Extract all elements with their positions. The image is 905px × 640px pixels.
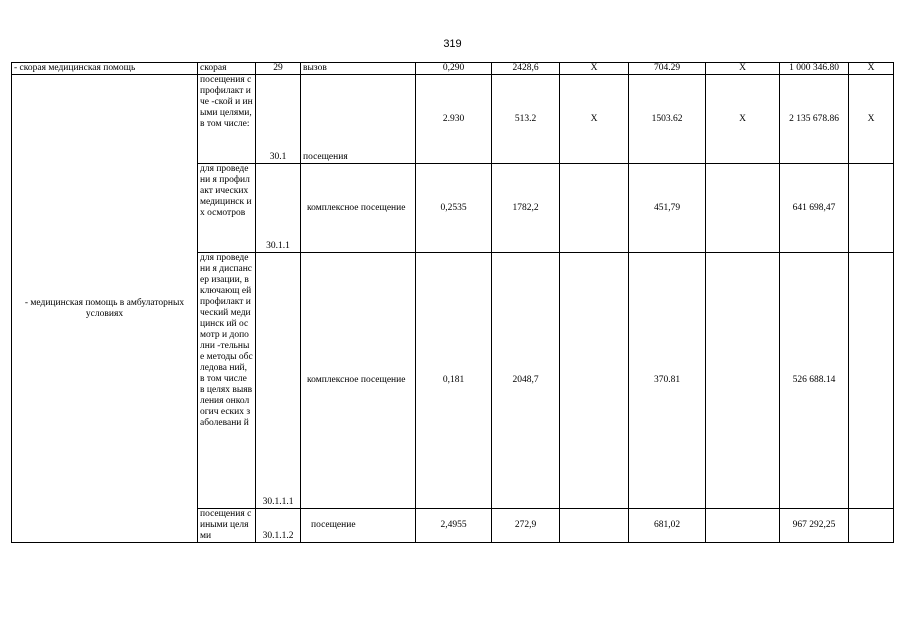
row-code-cell: 30.1.1.2 bbox=[256, 509, 301, 543]
table-row bbox=[12, 75, 894, 164]
subtype-cell: посещения с профилакт иче -ской и иными целями, в том числе: bbox=[198, 75, 256, 164]
row-code-cell: 30.1.1 bbox=[256, 164, 301, 253]
unit-cell: комплексное посещение bbox=[301, 164, 416, 253]
subtype-cell: посещения с иными целями bbox=[198, 509, 256, 543]
empty-cell bbox=[849, 253, 894, 509]
empty-cell bbox=[706, 164, 780, 253]
row-code-cell: 29 bbox=[256, 63, 301, 75]
page-number: 319 bbox=[443, 38, 462, 50]
total-cell: 526 688.14 bbox=[780, 253, 849, 509]
x-cell: Х bbox=[706, 75, 780, 164]
care-type-cell: - медицинская помощь в амбулаторных условиях bbox=[12, 75, 198, 543]
subtype-cell: для проведени я диспансер изации, включающ ей профилакт ический медицинск ий осмотр и дополни -тельные методы обследова ний, в том числе в целях выявления онкологич еских заболевани й bbox=[198, 253, 256, 509]
unit-cell: вызов bbox=[301, 63, 416, 75]
cost-cell: 2428,6 bbox=[492, 63, 560, 75]
unit-cell: посещение bbox=[301, 509, 416, 543]
total-cell: 641 698,47 bbox=[780, 164, 849, 253]
unit-cell: посещения bbox=[301, 75, 416, 164]
total-cell: 967 292,25 bbox=[780, 509, 849, 543]
x-cell: Х bbox=[706, 63, 780, 75]
empty-cell bbox=[706, 509, 780, 543]
cost-cell: 1782,2 bbox=[492, 164, 560, 253]
row-code-cell: 30.1 bbox=[256, 75, 301, 164]
norm-cell: 0,181 bbox=[416, 253, 492, 509]
financing-table bbox=[11, 62, 894, 543]
cost-cell: 513.2 bbox=[492, 75, 560, 164]
cost-cell: 272,9 bbox=[492, 509, 560, 543]
row-code-cell: 30.1.1.1 bbox=[256, 253, 301, 509]
norm-cell: 2,4955 bbox=[416, 509, 492, 543]
per-capita-cell: 451,79 bbox=[629, 164, 706, 253]
care-type-cell: - скорая медицинская помощь bbox=[12, 63, 198, 75]
empty-cell bbox=[849, 509, 894, 543]
norm-cell: 0,2535 bbox=[416, 164, 492, 253]
norm-cell: 2.930 bbox=[416, 75, 492, 164]
total-cell: 2 135 678.86 bbox=[780, 75, 849, 164]
empty-cell bbox=[849, 164, 894, 253]
subtype-cell: скорая bbox=[198, 63, 256, 75]
norm-cell: 0,290 bbox=[416, 63, 492, 75]
x-cell: Х bbox=[849, 63, 894, 75]
empty-cell bbox=[706, 253, 780, 509]
per-capita-cell: 681,02 bbox=[629, 509, 706, 543]
per-capita-cell: 1503.62 bbox=[629, 75, 706, 164]
unit-cell: комплексное посещение bbox=[301, 253, 416, 509]
subtype-cell: для проведени я профилакт ических медицинск их осмотров bbox=[198, 164, 256, 253]
per-capita-cell: 370.81 bbox=[629, 253, 706, 509]
x-cell: Х bbox=[560, 75, 629, 164]
x-cell: Х bbox=[849, 75, 894, 164]
empty-cell bbox=[560, 253, 629, 509]
table-row bbox=[12, 63, 894, 75]
total-cell: 1 000 346.80 bbox=[780, 63, 849, 75]
per-capita-cell: 704.29 bbox=[629, 63, 706, 75]
cost-cell: 2048,7 bbox=[492, 253, 560, 509]
empty-cell bbox=[560, 164, 629, 253]
empty-cell bbox=[560, 509, 629, 543]
x-cell: Х bbox=[560, 63, 629, 75]
